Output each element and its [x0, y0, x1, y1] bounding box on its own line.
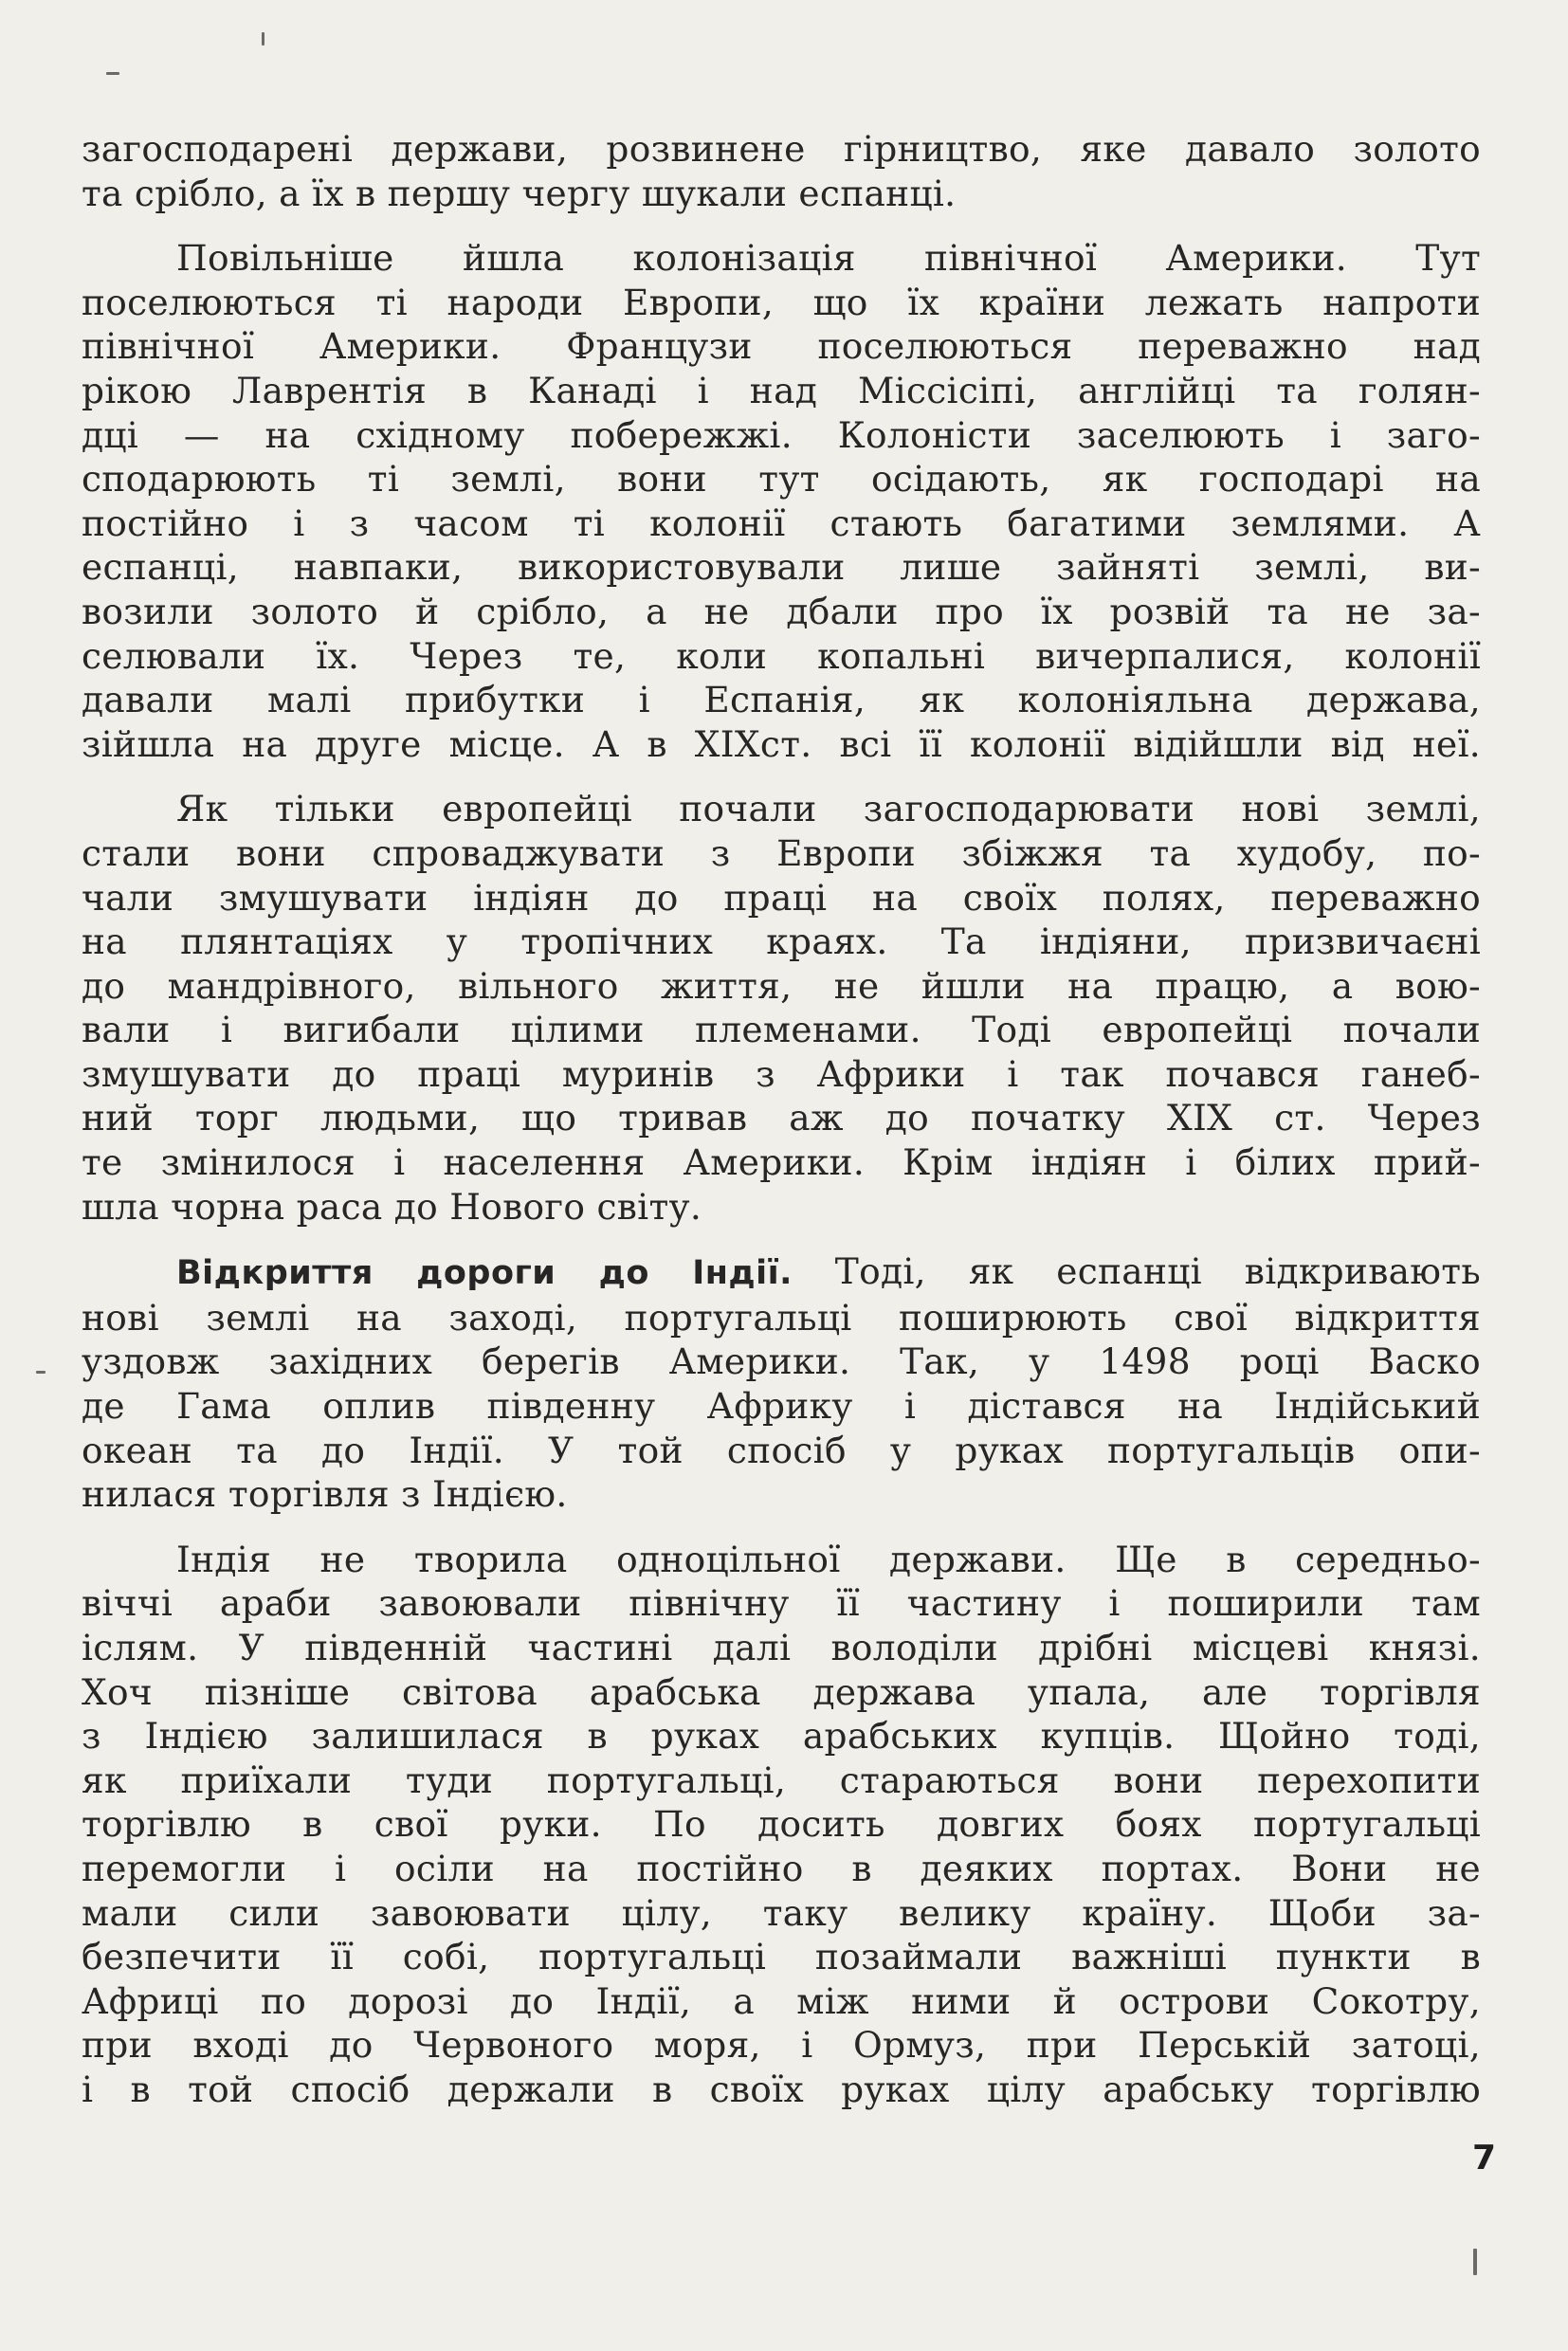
text-line: нилася торгівля з Індією. [82, 1473, 568, 1516]
text-line: Африці по дорозі до Індії, а між ними й острови Сокотру, [82, 1979, 1481, 2022]
text-line: загосподарені держави, розвинене гірництво, яке давало золото [82, 128, 1481, 170]
text-line: Хоч пізніше світова арабська держава упала, але торгівля [82, 1670, 1481, 1713]
text-line: дці — на східному побережжі. Колоністи заселюють і заго- [82, 413, 1481, 456]
text-line: Повільніше йшла колонізація північної Америки. Тут [176, 237, 1481, 280]
text-line: еспанці, навпаки, використовували лише зайняті землі, ви- [82, 546, 1481, 589]
text-line: де Гама оплив південну Африку і дістався на Індійський [82, 1385, 1481, 1428]
text-line: торгівлю в свої руки. По досить довгих боях португальці [82, 1803, 1481, 1846]
text-line: перемогли і осіли на постійно в деяких портах. Вони не [82, 1847, 1481, 1889]
text-line: Як тільки европейці почали загосподарювати нові землі, [176, 788, 1481, 830]
text-line: ний торг людьми, що тривав аж до початку XIX ст. Через [82, 1097, 1481, 1139]
text-line: нові землі на заході, португальці поширюють свої відкриття [82, 1296, 1481, 1339]
text-line: з Індією залишилася в руках арабських купців. Щойно тоді, [82, 1715, 1481, 1758]
paragraph-1 [82, 127, 1481, 215]
text-line: возили золото й срібло, а не дбали про їх розвій та не за- [82, 590, 1481, 632]
text-line: безпечити її собі, португальці позаймали важніші пункти в [82, 1936, 1481, 1978]
heading-line [176, 1249, 1481, 1296]
scan-speck [262, 32, 264, 46]
paragraph-5 [82, 1538, 1481, 2112]
scan-speck [1473, 2249, 1477, 2275]
text-line: постійно і з часом ті колонії стають багатими землями. А [82, 501, 1481, 544]
text-line: і в той спосіб держали в своїх руках цілу арабську торгівлю [82, 2068, 1481, 2110]
text-line: змушувати до праці муринів з Африки і так почався ганеб- [82, 1052, 1481, 1095]
text-line: на плянтаціях у тропічних краях. Та індіяни, призвичаєні [82, 920, 1481, 963]
text-line: те змінилося і населення Америки. Крім індіян і білих прий- [82, 1141, 1481, 1184]
text-line: рікою Лаврентія в Канаді і над Міссісіпі, англійці та голян- [82, 369, 1481, 411]
text-line: та срібло, а їх в першу чергу шукали еспанці. [82, 172, 957, 214]
section-heading: Відкриття дороги до Індії. [176, 1254, 793, 1293]
text-line: селювали їх. Через те, коли копальні вичерпалися, колонії [82, 634, 1481, 677]
text-line: уздовж західних берегів Америки. Так, у 1498 році Васко [82, 1340, 1481, 1383]
text-line: шла чорна раса до Нового світу. [82, 1185, 702, 1228]
text-line: віччі араби завоювали північну її частину і поширили там [82, 1582, 1481, 1625]
text-line: зійшла на друге місце. А в XIXст. всі її колонії відійшли від неї. [82, 722, 1481, 765]
text-line: стали вони спроваджувати з Европи збіжжя та худобу, по- [82, 831, 1481, 874]
scan-speck [36, 1371, 46, 1374]
text-line: Індія не творила одноцільної держави. Ще в середньо- [176, 1538, 1481, 1580]
page-body [82, 127, 1481, 2112]
scan-speck [106, 72, 119, 75]
text-line: до мандрівного, вільного життя, не йшли на працю, а вою- [82, 964, 1481, 1007]
text-line: мали сили завоювати цілу, таку велику країну. Щоби за- [82, 1891, 1481, 1934]
text-line: сподарюють ті землі, вони тут осідають, як господарі на [82, 458, 1481, 501]
text-line: океан та до Індії. У той спосіб у руках португальців опи- [82, 1429, 1481, 1471]
text-line: Тоді, як еспанці відкривають [792, 1250, 1481, 1293]
text-line: при вході до Червоного моря, і Ормуз, при Перській затоці, [82, 2024, 1481, 2067]
paragraph-3 [82, 787, 1481, 1229]
paragraph-2 [82, 236, 1481, 766]
paragraph-4 [82, 1249, 1481, 1517]
text-line: давали малі прибутки і Еспанія, як колоніяльна держава, [82, 679, 1481, 721]
page-number: 7 [1471, 2139, 1496, 2178]
text-line: поселюються ті народи Европи, що їх країни лежать напроти [82, 281, 1481, 323]
text-line: чали змушувати індіян до праці на своїх полях, переважно [82, 876, 1481, 919]
text-line: як приїхали туди португальці, стараються вони перехопити [82, 1759, 1481, 1801]
text-line: північної Америки. Французи поселюються переважно над [82, 325, 1481, 368]
text-line: іслям. У південній частині далі володіли дрібні місцеві князі. [82, 1627, 1481, 1668]
text-line: вали і вигибали цілими племенами. Тоді европейці почали [82, 1009, 1481, 1051]
